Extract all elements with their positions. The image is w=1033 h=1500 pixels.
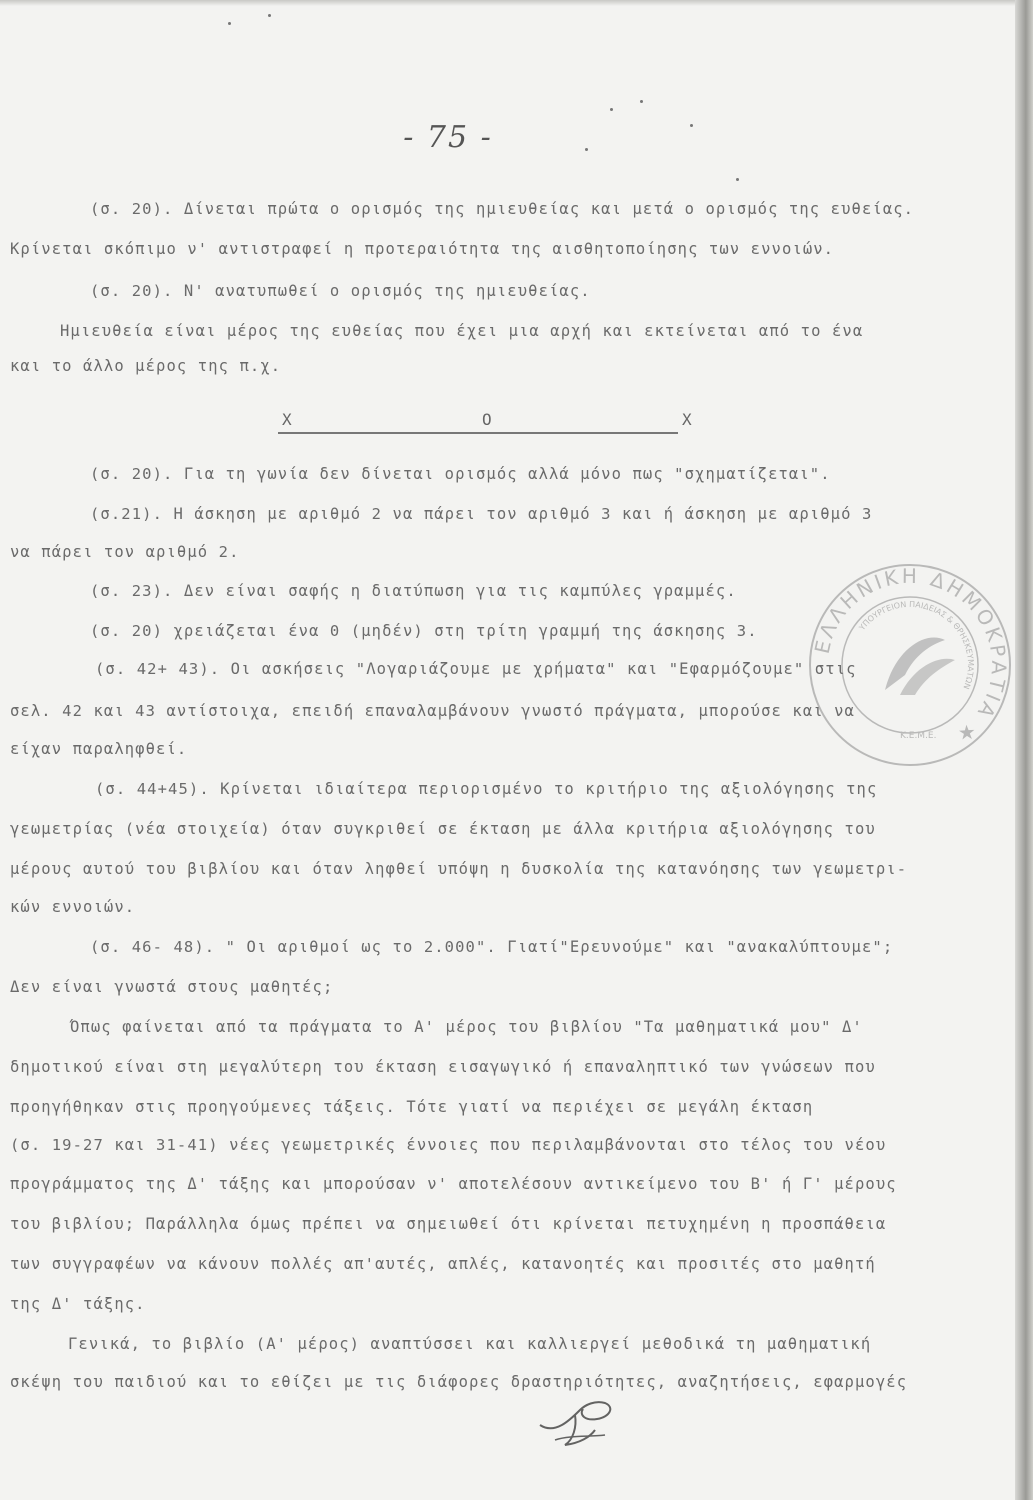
text-line: Ημιευθεία είναι μέρος της ευθείας που έχει μια αρχή και εκτείνεται από το ένα [60,322,864,340]
text-line: (σ. 42+ 43). Οι ασκήσεις "Λογαριάζουμε με χρήματα" και "Εφαρμόζουμε" στις [95,660,857,678]
text-line: του βιβλίου; Παράλληλα όμως πρέπει να σημειωθεί ότι κρίνεται πετυχημένη η προσπάθεια [10,1215,887,1233]
signature-icon [535,1395,630,1450]
svg-text:Κ.Ε.Μ.Ε.: Κ.Ε.Μ.Ε. [900,731,937,741]
text-line: προγράμματος της Δ' τάξης και μπορούσαν ν' αποτελέσουν αντικείμενο του Β' ή Γ' μέρους [10,1175,897,1193]
text-line: των συγγραφέων να κάνουν πολλές απ'αυτές, απλές, κατανοητές και προσιτές στο μαθητή [10,1255,876,1273]
scan-speck [228,22,231,25]
text-line: Κρίνεται σκόπιμο ν' αντιστραφεί η προτεραιότητα της αισθητοποίησης των εννοιών. [10,240,835,258]
page-binding-edge [1015,0,1033,1500]
half-line-diagram [278,410,718,450]
diagram-label-left: X [282,410,292,429]
line-segment [278,432,678,434]
text-line: κών εννοιών. [10,898,136,916]
scan-speck [736,178,739,181]
text-line: (σ. 20). Δίνεται πρώτα ο ορισμός της ημιευθείας και μετά ο ορισμός της ευθείας. [90,200,915,218]
text-line: Γενικά, το βιβλίο (Α' μέρος) αναπτύσσει και καλλιεργεί μεθοδικά τη μαθηματική [68,1335,872,1353]
text-line: (σ. 19-27 και 31-41) νέες γεωμετρικές έννοιες που περιλαμβάνονται στο τέλος του νέου [10,1136,887,1154]
scan-speck [585,148,588,151]
svg-text:ΕΛΛΗΝΙΚΗ ΔΗΜΟΚΡΑΤΙΑ ★: ΕΛΛΗΝΙΚΗ ΔΗΜΟΚΡΑΤΙΑ ★ [809,563,1012,751]
text-line: να πάρει τον αριθμό 2. [10,543,240,561]
svg-text:ΥΠΟΥΡΓΕΙΟΝ ΠΑΙΔΕΙΑΣ & ΘΡΗΣΚΕΥΜ: ΥΠΟΥΡΓΕΙΟΝ ΠΑΙΔΕΙΑΣ & ΘΡΗΣΚΕΥΜΑΤΩΝ [857,599,976,691]
text-line: (σ. 20). Για τη γωνία δεν δίνεται ορισμός αλλά μόνο πως "σχηματίζεται". [90,465,831,483]
text-line: σελ. 42 και 43 αντίστοιχα, επειδή επαναλαμβάνουν γνωστό πράγματα, μπορούσε και να [10,702,855,720]
text-line: (σ. 44+45). Κρίνεται ιδιαίτερα περιορισμένο το κριτήριο της αξιολόγησης της [95,780,878,798]
text-line: Δεν είναι γνωστά στους μαθητές; [10,978,334,996]
diagram-label-middle: O [482,410,492,429]
scan-speck [640,100,643,103]
text-line: (σ. 20) χρειάζεται ένα 0 (μηδέν) στη τρίτη γραμμή της άσκησης 3. [90,622,758,640]
text-line: της Δ' τάξης. [10,1295,146,1313]
text-line: και το άλλο μέρος της π.χ. [10,357,282,375]
text-line: Όπως φαίνεται από τα πράγματα το Α' μέρος του βιβλίου "Τα μαθηματικά μου" Δ' [70,1018,863,1036]
text-line: (σ. 46- 48). " Οι αριθμοί ως το 2.000". Γιατί"Ερευνούμε" και "ανακαλύπτουμε"; [90,938,894,956]
text-line: (σ.21). Η άσκηση με αριθμό 2 να πάρει τον αριθμό 3 και ή άσκηση με αριθμό 3 [90,505,873,523]
diagram-label-right: X [682,410,692,429]
scan-speck [268,14,271,17]
text-line: είχαν παραληφθεί. [10,740,188,758]
scan-speck [690,124,693,127]
text-line: δημοτικού είναι στη μεγαλύτερη του έκταση εισαγωγικό ή επαναληπτικό των γνώσεων που [10,1058,876,1076]
text-line: μέρους αυτού του βιβλίου και όταν ληφθεί υπόψη η δυσκολία της κατανόησης των γεωμετρι- [10,860,908,878]
text-line: (σ. 20). Ν' ανατυπωθεί ο ορισμός της ημιευθείας. [90,282,591,300]
text-line: προηγήθηκαν στις προηγούμενες τάξεις. Τότε γιατί να περιέχει σε μεγάλη έκταση [10,1098,814,1116]
text-line: (σ. 23). Δεν είναι σαφής η διατύπωση για τις καμπύλες γραμμές. [90,582,737,600]
text-line: σκέψη του παιδιού και το εθίζει με τις διάφορες δραστηριότητες, αναζητήσεις, εφαρμογές [10,1373,908,1391]
page-top-edge [0,0,1033,6]
page-number: - 75 - [403,120,493,155]
text-line: γεωμετρίας (νέα στοιχεία) όταν συγκριθεί σε έκταση με άλλα κριτήρια αξιολόγησης του [10,820,876,838]
official-stamp-icon [805,560,1015,770]
scan-speck [610,108,613,111]
